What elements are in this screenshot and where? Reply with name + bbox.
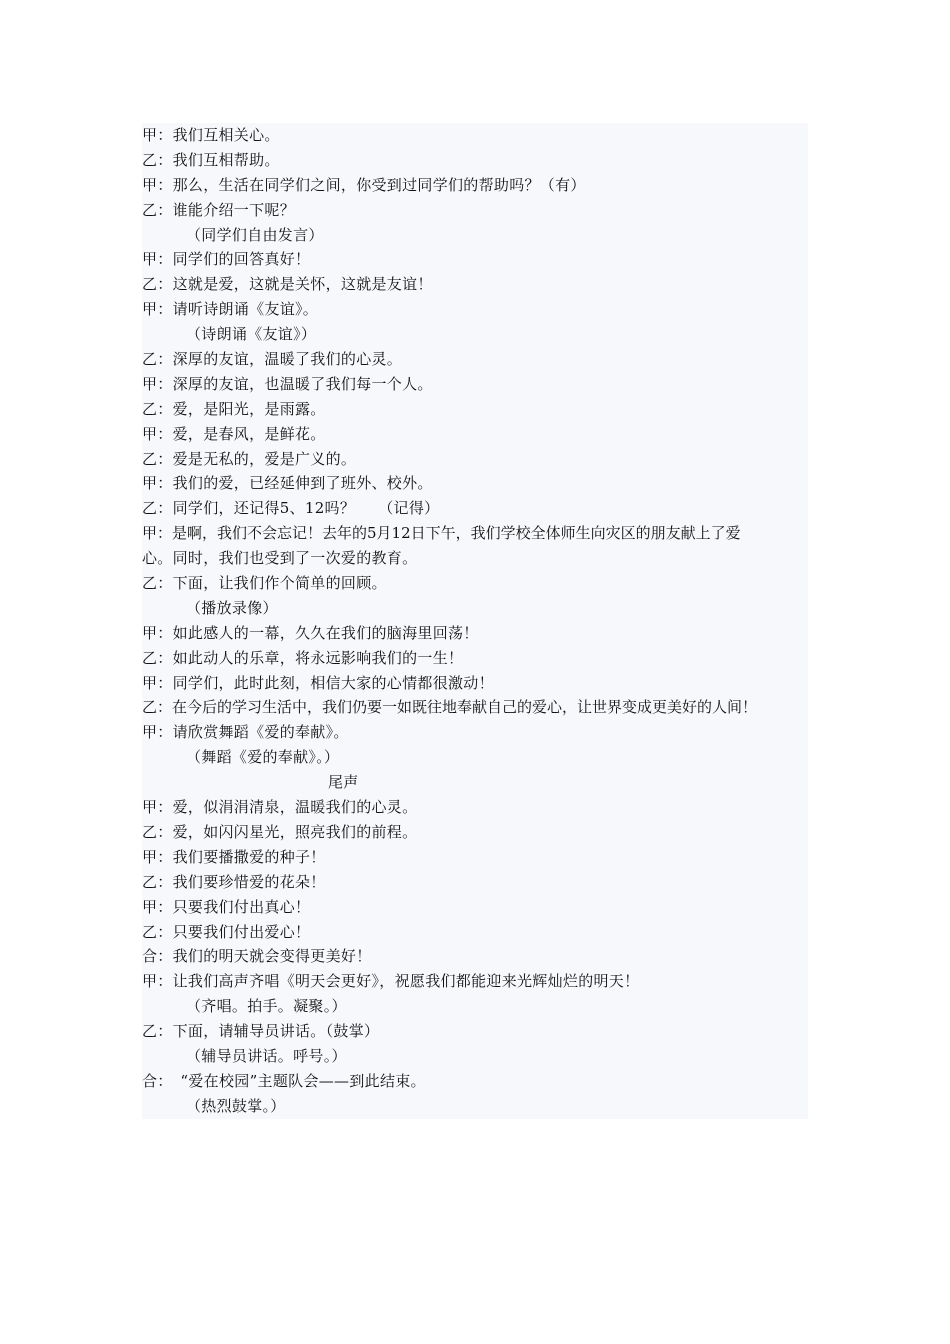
- script-line: 合： “爱在校园”主题队会——到此结束。: [142, 1071, 426, 1090]
- script-line: 合：我们的明天就会变得更美好！: [142, 947, 372, 966]
- script-line: 甲：我们要播撒爱的种子！: [142, 847, 326, 866]
- script-line: 甲：是啊，我们不会忘记！去年的5月12日下午，我们学校全体师生向灾区的朋友献上了爱: [142, 524, 741, 543]
- script-line: 乙：深厚的友谊，温暖了我们的心灵。: [142, 350, 403, 369]
- script-line: （齐唱。拍手。凝聚。）: [186, 997, 347, 1016]
- script-line: 乙：我们要珍惜爱的花朵！: [142, 872, 326, 891]
- script-line: （辅导员讲话。呼号。）: [186, 1046, 347, 1065]
- script-line: 乙：只要我们付出爱心！: [142, 922, 311, 941]
- script-line: 甲：同学们，此时此刻，相信大家的心情都很激动！: [142, 673, 494, 692]
- script-line: 甲：请听诗朗诵《友谊》。: [142, 300, 319, 319]
- script-line: 乙：谁能介绍一下呢？: [142, 200, 296, 219]
- script-line: 甲：我们的爱，已经延伸到了班外、校外。: [142, 474, 433, 493]
- script-line: 乙：下面，让我们作个简单的回顾。: [142, 574, 387, 593]
- script-line: 乙：同学们，还记得5、12吗？ （记得）: [142, 499, 440, 518]
- script-line: 甲：爱，似涓涓清泉，温暖我们的心灵。: [142, 798, 418, 817]
- script-line: （热烈鼓掌。）: [186, 1096, 286, 1115]
- script-line: （播放录像）: [186, 598, 278, 617]
- script-line: 乙：爱，如闪闪星光，照亮我们的前程。: [142, 822, 418, 841]
- script-line: （同学们自由发言）: [186, 225, 324, 244]
- script-line: 乙：下面，请辅导员讲话。（鼓掌）: [142, 1022, 380, 1041]
- script-line: 乙：爱，是阳光，是雨露。: [142, 399, 326, 418]
- script-line: 乙：我们互相帮助。: [142, 150, 280, 169]
- script-line: 甲：让我们高声齐唱《明天会更好》，祝愿我们都能迎来光辉灿烂的明天！: [142, 972, 640, 991]
- script-line: （诗朗诵《友谊》）: [186, 325, 317, 344]
- script-line: 甲：深厚的友谊，也温暖了我们每一个人。: [142, 374, 433, 393]
- script-line: 甲：只要我们付出真心！: [142, 897, 311, 916]
- script-line: 乙：在今后的学习生活中，我们仍要一如既往地奉献自己的爱心，让世界变成更美好的人间！: [142, 698, 758, 717]
- script-line: （舞蹈《爱的奉献》。）: [186, 748, 340, 767]
- script-line: 乙：爱是无私的，爱是广义的。: [142, 449, 357, 468]
- script-line: 甲：请欣赏舞蹈《爱的奉献》。: [142, 723, 349, 742]
- script-line: 甲：爱，是春风，是鲜花。: [142, 424, 326, 443]
- script-line: 乙：这就是爱，这就是关怀，这就是友谊！: [142, 275, 433, 294]
- script-line: 甲：我们互相关心。: [142, 126, 280, 144]
- script-line: 甲：同学们的回答真好！: [142, 250, 311, 269]
- script-line: 甲：如此感人的一幕，久久在我们的脑海里回荡！: [142, 623, 479, 642]
- script-line: 心。同时，我们也受到了一次爱的教育。: [142, 549, 418, 568]
- script-text-block: [142, 123, 808, 1119]
- script-line: 甲：那么，生活在同学们之间，你受到过同学们的帮助吗？（有）: [142, 175, 586, 194]
- section-heading: 尾声: [328, 773, 359, 792]
- script-line: 乙：如此动人的乐章，将永远影响我们的一生！: [142, 648, 464, 667]
